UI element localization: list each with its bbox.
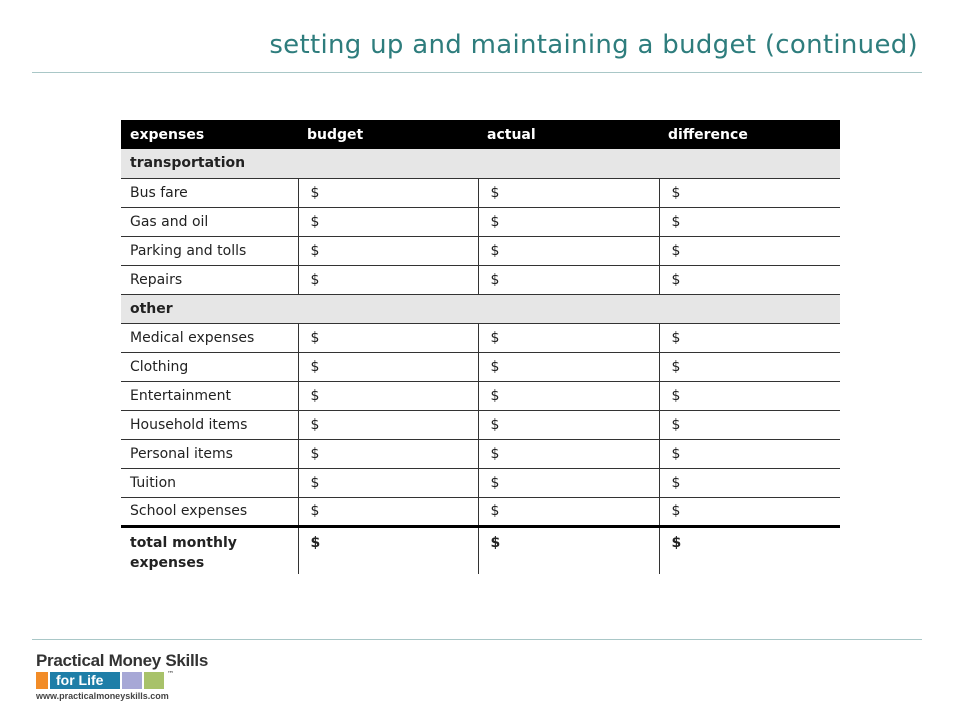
- logo-lavender-square: [122, 672, 142, 689]
- logo-green-square: [144, 672, 164, 689]
- header-actual: actual: [478, 120, 659, 149]
- logo-orange-square: [36, 672, 48, 689]
- section-label: other: [121, 294, 840, 323]
- difference-cell: $: [659, 323, 840, 352]
- title-divider: [32, 72, 922, 73]
- budget-cell: $: [298, 236, 478, 265]
- total-actual-cell: $: [478, 526, 659, 574]
- actual-cell: $: [478, 178, 659, 207]
- actual-cell: $: [478, 323, 659, 352]
- difference-cell: $: [659, 352, 840, 381]
- expense-item: Parking and tolls: [121, 236, 298, 265]
- table-row: [121, 236, 840, 265]
- header-budget: budget: [298, 120, 478, 149]
- budget-cell: $: [298, 497, 478, 526]
- actual-cell: $: [478, 497, 659, 526]
- expense-item: Entertainment: [121, 381, 298, 410]
- table-row: [121, 265, 840, 294]
- budget-cell: $: [298, 265, 478, 294]
- logo-name: Practical Money Skills: [36, 651, 208, 670]
- difference-cell: $: [659, 178, 840, 207]
- budget-cell: $: [298, 439, 478, 468]
- table-row: [121, 323, 840, 352]
- actual-cell: $: [478, 236, 659, 265]
- table-row: [121, 381, 840, 410]
- practical-money-skills-logo: [36, 650, 236, 710]
- budget-cell: $: [298, 381, 478, 410]
- expense-item: Household items: [121, 410, 298, 439]
- logo-trademark: ™: [167, 670, 174, 678]
- difference-cell: $: [659, 468, 840, 497]
- section-label: transportation: [121, 149, 840, 178]
- section-row-transportation: [121, 149, 840, 178]
- expense-item: School expenses: [121, 497, 298, 526]
- expense-item: Personal items: [121, 439, 298, 468]
- table-row: [121, 497, 840, 526]
- actual-cell: $: [478, 468, 659, 497]
- section-row-other: [121, 294, 840, 323]
- total-budget-cell: $: [298, 526, 478, 574]
- table-row: [121, 178, 840, 207]
- budget-cell: $: [298, 410, 478, 439]
- table-header-row: [121, 120, 840, 149]
- difference-cell: $: [659, 207, 840, 236]
- difference-cell: $: [659, 265, 840, 294]
- difference-cell: $: [659, 439, 840, 468]
- budget-table: [121, 120, 840, 574]
- header-difference: difference: [659, 120, 840, 149]
- total-label: total monthly expenses: [121, 526, 298, 574]
- expense-item: Tuition: [121, 468, 298, 497]
- expense-item: Bus fare: [121, 178, 298, 207]
- actual-cell: $: [478, 207, 659, 236]
- logo-tagline: for Life: [50, 672, 120, 689]
- actual-cell: $: [478, 439, 659, 468]
- header-expenses: expenses: [121, 120, 298, 149]
- page-title: setting up and maintaining a budget (continued): [269, 30, 918, 60]
- budget-cell: $: [298, 323, 478, 352]
- expense-item: Gas and oil: [121, 207, 298, 236]
- total-row: [121, 526, 840, 574]
- expense-item: Repairs: [121, 265, 298, 294]
- expense-item: Clothing: [121, 352, 298, 381]
- table-row: [121, 207, 840, 236]
- logo-url: www.practicalmoneyskills.com: [36, 691, 169, 701]
- difference-cell: $: [659, 410, 840, 439]
- actual-cell: $: [478, 352, 659, 381]
- difference-cell: $: [659, 236, 840, 265]
- actual-cell: $: [478, 265, 659, 294]
- footer-divider: [32, 639, 922, 640]
- table-row: [121, 439, 840, 468]
- table-row: [121, 468, 840, 497]
- difference-cell: $: [659, 497, 840, 526]
- budget-cell: $: [298, 468, 478, 497]
- expense-item: Medical expenses: [121, 323, 298, 352]
- budget-cell: $: [298, 352, 478, 381]
- table-row: [121, 352, 840, 381]
- budget-cell: $: [298, 207, 478, 236]
- table-row: [121, 410, 840, 439]
- actual-cell: $: [478, 381, 659, 410]
- actual-cell: $: [478, 410, 659, 439]
- total-difference-cell: $: [659, 526, 840, 574]
- difference-cell: $: [659, 381, 840, 410]
- budget-cell: $: [298, 178, 478, 207]
